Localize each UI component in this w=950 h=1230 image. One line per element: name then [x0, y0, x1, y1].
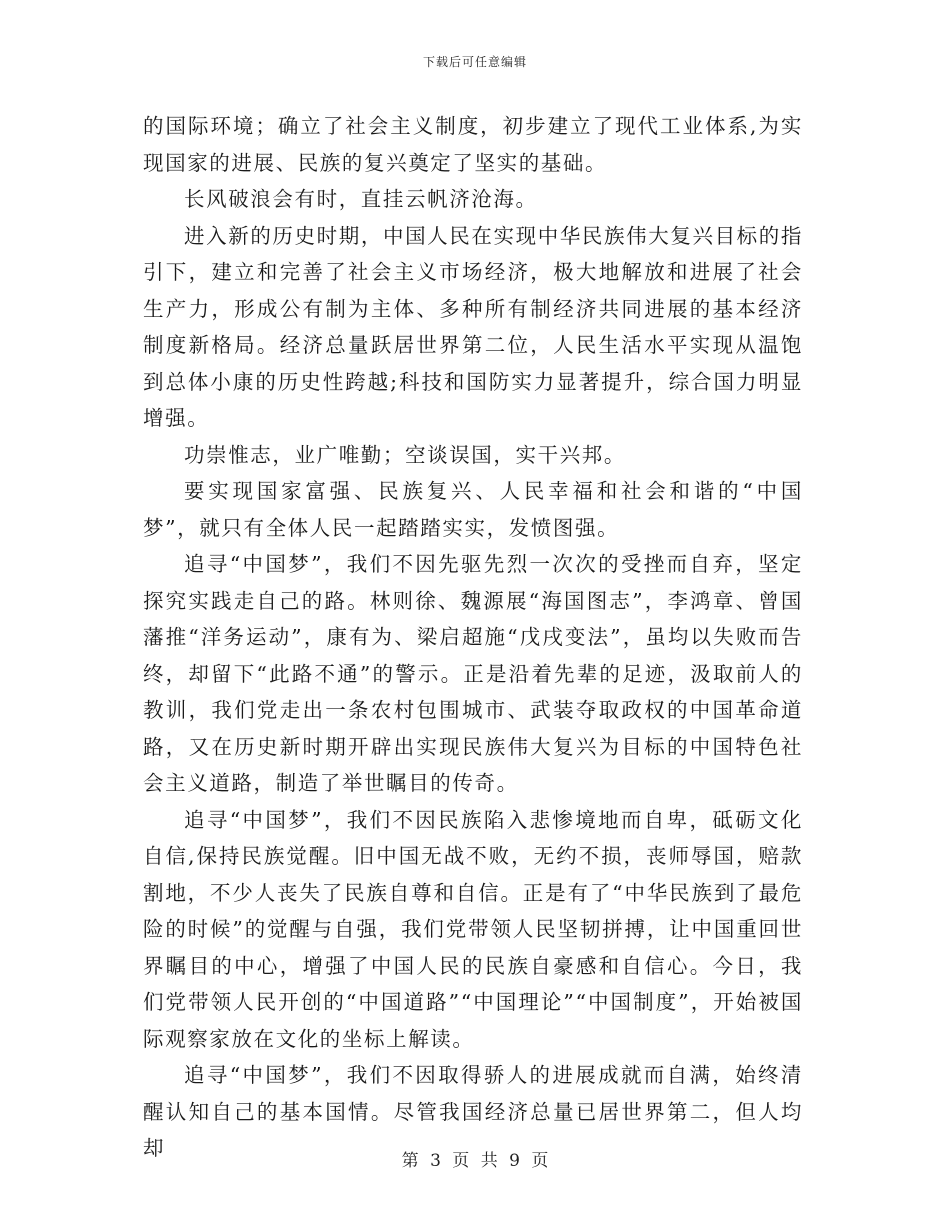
- paragraph: 功崇惟志，业广唯勤；空谈误国，实干兴邦。: [184, 442, 626, 467]
- paragraph: 追寻“中国梦”，我们不因民族陷入悲惨境地而自卑，砥砺文化自信,保持民族觉醒。旧中国无战不败，无约不损，丧师辱国，赔款割地，不少人丧失了民族自尊和自信。正是有了“中华民族到了最危险的时候”的觉醒与自强，我们党带领人民坚韧拼搏，让中国重回世界瞩目的中心，增强了中国人民的民族自豪感和自信心。今日，我们党带领人民开创的“中国道路”“中国理论”“中国制度”，开始被国际观察家放在文化的坐标上解读。: [143, 807, 803, 1051]
- paragraph-continuation: 的国际环境；确立了社会主义制度，初步建立了现代工业体系,为实现国家的进展、民族的复兴奠定了坚实的基础。: [143, 114, 803, 175]
- page-number-footer: 第 3 页 共 9 页: [401, 1151, 549, 1171]
- paragraph: 要实现国家富强、民族复兴、人民幸福和社会和谐的“中国梦”，就只有全体人民一起踏踏实实，发愤图强。: [143, 479, 803, 540]
- paragraph: 追寻“中国梦”，我们不因先驱先烈一次次的受挫而自弃，坚定探究实践走自己的路。林则徐、魏源展“海国图志”，李鸿章、曾国藩推“洋务运动”，康有为、梁启超施“戊戌变法”，虽均以失败而告终，却留下“此路不通”的警示。正是沿着先辈的足迹，汲取前人的教训，我们党走出一条农村包围城市、武装夺取政权的中国革命道路，又在历史新时期开辟出实现民族伟大复兴为目标的中国特色社会主义道路，制造了举世瞩目的传奇。: [143, 552, 803, 795]
- page-header: 下载后可任意编辑: [422, 55, 527, 69]
- document-body: [143, 108, 803, 1167]
- paragraph: 追寻“中国梦”，我们不因取得骄人的进展成就而自满，始终清醒认知自己的基本国情。尽管我国经济总量已居世界第二，但人均却: [143, 1063, 803, 1160]
- paragraph: 进入新的历史时期，中国人民在实现中华民族伟大复兴目标的指引下，建立和完善了社会主义市场经济，极大地解放和进展了社会生产力，形成公有制为主体、多种所有制经济共同进展的基本经济制度新格局。经济总量跃居世界第二位，人民生活水平实现从温饱到总体小康的历史性跨越;科技和国防实力显著提升，综合国力明显增强。: [143, 223, 803, 430]
- paragraph: 长风破浪会有时，直挂云帆济沧海。: [184, 187, 538, 211]
